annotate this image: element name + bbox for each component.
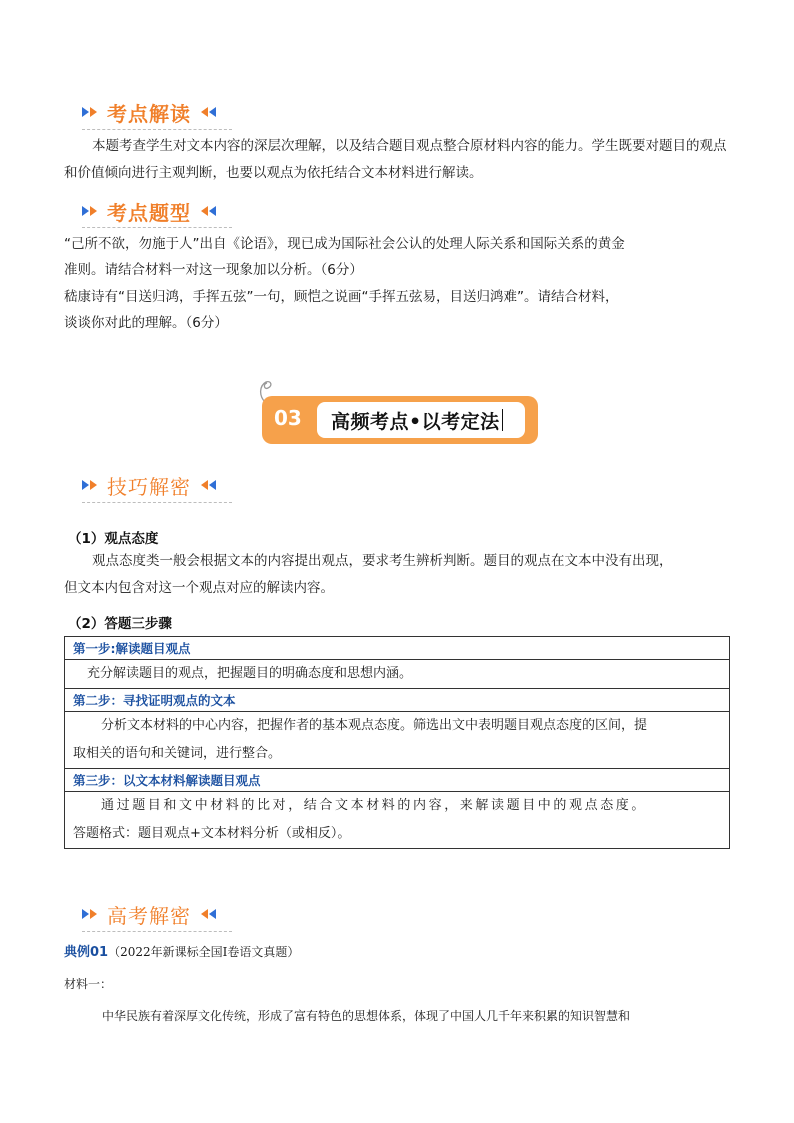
question2-line2: 谈谈你对此的理解。（6分） xyxy=(64,315,228,331)
double-arrow-right-icon xyxy=(82,480,97,490)
double-arrow-left-icon xyxy=(201,107,216,117)
step1-body: 充分解读题目的观点，把握题目的明确态度和思想内涵。 xyxy=(65,660,730,689)
section-divider xyxy=(82,227,232,228)
section-header-kaodian-tixing xyxy=(82,196,216,226)
example-tag: 典例01 xyxy=(64,945,109,960)
double-arrow-left-icon xyxy=(201,909,216,919)
banner-title: 高频考点•以考定法 xyxy=(331,410,500,433)
section-divider xyxy=(82,931,232,932)
question1-line1: “己所不欲，勿施于人”出自《论语》，现已成为国际社会公认的处理人际关系和国际关系的黄金 xyxy=(64,236,625,252)
section-header-gaokao-jiemi xyxy=(82,899,216,929)
material-line1: 中华民族有着深厚文化传统，形成了富有特色的思想体系，体现了中国人几千年来积累的知识智慧和 xyxy=(102,1009,631,1023)
viewpoint-line1: 观点态度类一般会根据文本的内容提出观点，要求考生辨析判断。题目的观点在文本中没有出现， xyxy=(92,553,673,569)
double-arrow-right-icon xyxy=(82,206,97,216)
step2-title: 第二步：寻找证明观点的文本 xyxy=(65,689,730,712)
section-divider xyxy=(82,129,232,130)
example-label xyxy=(64,941,299,960)
banner-title-box xyxy=(317,402,525,438)
step2-body: 分析文本材料的中心内容，把握作者的基本观点态度。筛选出文中表明题目观点态度的区间，提 取相关的语句和关键词，进行整合。 xyxy=(65,712,730,769)
steps-table xyxy=(64,636,730,849)
double-arrow-right-icon xyxy=(82,909,97,919)
double-arrow-left-icon xyxy=(201,206,216,216)
text-cursor xyxy=(502,409,504,431)
step1-title: 第一步:解读题目观点 xyxy=(65,637,730,660)
section-title: 技巧解密 xyxy=(107,474,191,499)
section-divider xyxy=(82,502,232,503)
material-label: 材料一： xyxy=(64,977,113,991)
subheading-viewpoint: （1）观点态度 xyxy=(68,531,159,547)
section-title: 考点题型 xyxy=(107,200,191,225)
step3-title: 第三步：以文本材料解读题目观点 xyxy=(65,769,730,792)
section-title: 考点解读 xyxy=(107,101,191,126)
question1-line2: 准则。请结合材料一对这一现象加以分析。（6分） xyxy=(64,262,363,278)
section1-body: 本题考查学生对文本内容的深层次理解，以及结合题目观点整合原材料内容的能力。学生既要对题目的观点和价值倾向进行主观判断，也要以观点为依托结合文本材料进行解读。 xyxy=(64,138,727,181)
double-arrow-left-icon xyxy=(201,480,216,490)
section-header-jiqiao-jiemi xyxy=(82,470,216,500)
viewpoint-line2: 但文本内包含对这一个观点对应的解读内容。 xyxy=(64,580,334,596)
example-source: （2022年新课标全国Ⅰ卷语文真题） xyxy=(108,945,300,959)
double-arrow-right-icon xyxy=(82,107,97,117)
subheading-three-steps: （2）答题三步骤 xyxy=(68,616,172,632)
section-header-kaodian-jiedu xyxy=(82,97,216,127)
section-title: 高考解密 xyxy=(107,903,191,928)
banner-number: 03 xyxy=(274,406,302,430)
question2-line1: 嵇康诗有“目送归鸿，手挥五弦”一句，顾恺之说画“手挥五弦易，目送归鸿难”。请结合材料， xyxy=(64,289,619,305)
chapter-banner xyxy=(262,396,538,444)
step3-body: 通过题目和文中材料的比对，结合文本材料的内容，来解读题目中的观点态度。 答题格式：题目观点+文本材料分析（或相反）。 xyxy=(65,792,730,849)
